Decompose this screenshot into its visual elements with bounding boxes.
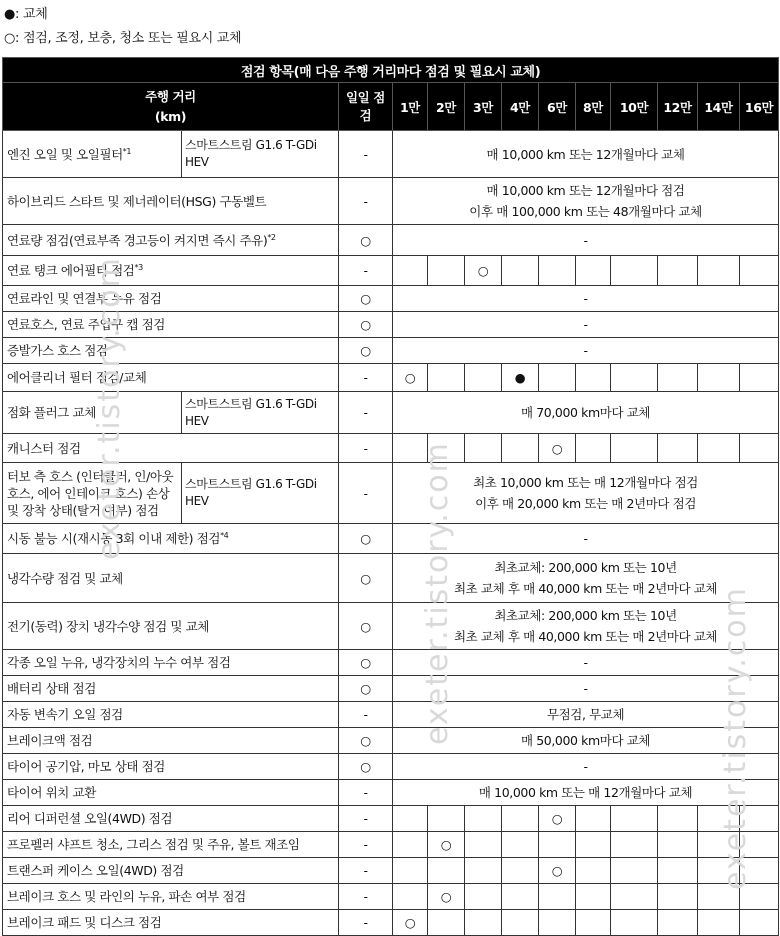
interval-cell — [465, 910, 502, 936]
interval-cell — [576, 858, 611, 884]
daily-check-cell: - — [339, 364, 393, 392]
interval-cell — [502, 832, 539, 858]
interval-cell — [740, 910, 779, 936]
table-row — [3, 702, 779, 728]
table-row — [3, 676, 779, 702]
item-label: 시동 불능 시(재시동 3회 이내 제한) 점검 — [7, 531, 221, 546]
daily-check-cell: ○ — [339, 286, 393, 312]
item-label: 브레이크액 점검 — [7, 733, 93, 748]
table-row — [3, 780, 779, 806]
legend-replace: ●: 교체 — [4, 7, 48, 22]
interval-header: 16만 — [740, 83, 779, 131]
interval-cell — [393, 256, 428, 286]
interval-cell — [658, 884, 698, 910]
item-label: 엔진 오일 및 오일필터 — [7, 146, 123, 162]
interval-header: 8만 — [576, 83, 611, 131]
interval-cell — [502, 806, 539, 832]
interval-cell — [658, 364, 698, 392]
footnote-mark: *1 — [122, 146, 132, 156]
table-row — [3, 338, 779, 364]
interval-note: - — [393, 650, 779, 676]
interval-cell — [611, 832, 658, 858]
interval-header: 12만 — [658, 83, 698, 131]
interval-cell — [393, 434, 428, 463]
interval-cell — [502, 884, 539, 910]
engine-cell: 스마트스트림 G1.6 T-GDi HEV — [182, 463, 339, 524]
interval-cell: ○ — [393, 910, 428, 936]
interval-cell — [465, 858, 502, 884]
interval-cell — [740, 256, 779, 286]
daily-check-cell: - — [339, 832, 393, 858]
interval-cell: ○ — [539, 806, 576, 832]
item-cell — [3, 338, 339, 364]
interval-cell — [539, 910, 576, 936]
interval-cell: ○ — [428, 884, 465, 910]
table-title: 점검 항목(매 다음 주행 거리마다 점검 및 필요시 교체) — [3, 58, 779, 83]
item-cell — [3, 312, 339, 338]
interval-cell — [539, 364, 576, 392]
item-cell — [3, 728, 339, 754]
interval-note: 매 50,000 km마다 교체 — [393, 728, 779, 754]
interval-cell — [465, 364, 502, 392]
interval-cell — [611, 364, 658, 392]
table-row — [3, 256, 779, 286]
interval-cell: ○ — [539, 434, 576, 463]
interval-cell — [611, 910, 658, 936]
interval-cell — [698, 910, 740, 936]
interval-note: - — [393, 338, 779, 364]
interval-note: - — [393, 524, 779, 554]
interval-cell — [539, 832, 576, 858]
table-row — [3, 806, 779, 832]
interval-note: 최초교체: 200,000 km 또는 10년 최초 교체 후 매 40,000 km 또는 매 2년마다 교체 — [393, 554, 779, 603]
item-label: 캐니스터 점검 — [7, 440, 81, 456]
item-cell — [3, 364, 339, 392]
interval-cell — [698, 884, 740, 910]
interval-cell — [740, 858, 779, 884]
item-cell — [3, 392, 182, 434]
interval-cell — [428, 364, 465, 392]
interval-cell — [428, 858, 465, 884]
interval-cell — [658, 806, 698, 832]
interval-header: 6만 — [539, 83, 576, 131]
interval-header: 10만 — [611, 83, 658, 131]
daily-check-cell: - — [339, 780, 393, 806]
interval-cell — [740, 364, 779, 392]
footnote-mark: *3 — [134, 263, 143, 272]
daily-check-cell: - — [339, 256, 393, 286]
interval-note: - — [393, 286, 779, 312]
item-label: 연료라인 및 연결부 누유 점검 — [7, 291, 162, 306]
interval-cell — [576, 806, 611, 832]
daily-check-cell: ○ — [339, 728, 393, 754]
interval-cell — [658, 858, 698, 884]
interval-cell — [465, 832, 502, 858]
table-row — [3, 884, 779, 910]
table-row — [3, 754, 779, 780]
interval-cell — [740, 806, 779, 832]
interval-cell — [428, 806, 465, 832]
interval-cell — [502, 910, 539, 936]
interval-cell — [658, 832, 698, 858]
table-row — [3, 603, 779, 650]
interval-cell — [428, 910, 465, 936]
daily-check-cell: - — [339, 131, 393, 178]
interval-cell — [539, 884, 576, 910]
item-cell — [3, 650, 339, 676]
interval-note: - — [393, 676, 779, 702]
item-label: 증발가스 호스 점검 — [7, 343, 108, 358]
interval-cell — [465, 806, 502, 832]
item-cell — [3, 832, 339, 858]
distance-header: 주행 거리 (km) — [3, 83, 339, 131]
table-row — [3, 832, 779, 858]
interval-note: 최초교체: 200,000 km 또는 10년 최초 교체 후 매 40,000 km 또는 매 2년마다 교체 — [393, 603, 779, 650]
table-row — [3, 434, 779, 463]
table-row — [3, 554, 779, 603]
daily-check-cell: - — [339, 392, 393, 434]
interval-cell — [539, 256, 576, 286]
table-row — [3, 910, 779, 936]
interval-cell — [698, 858, 740, 884]
daily-check-cell: ○ — [339, 225, 393, 256]
daily-check-header: 일일 점 검 — [339, 83, 393, 131]
item-label: 리어 디퍼런셜 오일(4WD) 점검 — [7, 811, 173, 826]
watermark: exeter.tistory.com — [92, 256, 127, 560]
interval-cell — [658, 910, 698, 936]
interval-cell — [611, 858, 658, 884]
interval-cell: ● — [502, 364, 539, 392]
item-label: 브레이크 패드 및 디스크 점검 — [7, 915, 162, 930]
interval-header: 1만 — [393, 83, 428, 131]
item-cell — [3, 463, 182, 524]
interval-cell — [740, 832, 779, 858]
interval-cell — [698, 434, 740, 463]
daily-check-cell: - — [339, 806, 393, 832]
item-label: 에어클리너 필터 점검/교체 — [7, 370, 147, 385]
interval-note: 매 10,000 km 또는 12개월마다 점검 이후 매 100,000 km 또는 48개월마다 교체 — [393, 178, 779, 225]
item-label: 연료량 점검(연료부족 경고등이 켜지면 즉시 주유) — [7, 232, 268, 248]
interval-note: 매 70,000 km마다 교체 — [393, 392, 779, 434]
interval-cell — [698, 364, 740, 392]
item-label: 타이어 위치 교환 — [7, 785, 96, 800]
item-label: 냉각수량 점검 및 교체 — [7, 570, 123, 586]
daily-check-cell: - — [339, 702, 393, 728]
item-label: 브레이크 호스 및 라인의 누유, 파손 여부 점검 — [7, 889, 246, 904]
interval-cell — [658, 256, 698, 286]
interval-cell — [502, 434, 539, 463]
interval-cell — [611, 806, 658, 832]
table-row — [3, 858, 779, 884]
watermark: exeter.tistory.com — [420, 441, 455, 745]
daily-check-cell: ○ — [339, 676, 393, 702]
item-cell — [3, 754, 339, 780]
interval-cell — [465, 434, 502, 463]
item-label: 점화 플러그 교체 — [7, 405, 96, 420]
daily-check-cell: ○ — [339, 650, 393, 676]
item-cell — [3, 676, 339, 702]
interval-note: - — [393, 225, 779, 256]
interval-note: - — [393, 312, 779, 338]
footnote-mark: *2 — [267, 232, 276, 242]
item-cell — [3, 131, 182, 178]
table-row — [3, 364, 779, 392]
interval-cell — [611, 434, 658, 463]
interval-cell — [393, 806, 428, 832]
item-label: 연료 탱크 에어필터 점검 — [7, 263, 135, 278]
interval-cell — [502, 858, 539, 884]
item-cell — [3, 603, 339, 650]
table-row — [3, 225, 779, 256]
interval-cell — [740, 884, 779, 910]
interval-cell — [658, 434, 698, 463]
item-cell — [3, 910, 339, 936]
table-row — [3, 524, 779, 554]
table-row — [3, 131, 779, 178]
watermark: exeter.tistory.com — [718, 586, 753, 890]
item-label: 터보 측 호스 (인터쿨러, 인/아웃 호스, 에어 인테이크 호스) 손상 및 장착 상태(탈거 여부) 점검 — [7, 468, 174, 518]
item-cell — [3, 702, 339, 728]
interval-cell — [428, 434, 465, 463]
interval-cell — [393, 858, 428, 884]
engine-cell: 스마트스트림 G1.6 T-GDi HEV — [182, 392, 339, 434]
item-label: 타이어 공기압, 마모 상태 점검 — [7, 759, 165, 774]
daily-check-cell: - — [339, 910, 393, 936]
item-label: 배터리 상태 점검 — [7, 681, 96, 696]
interval-cell — [576, 910, 611, 936]
daily-check-cell: - — [339, 178, 393, 225]
table-row — [3, 728, 779, 754]
interval-header: 2만 — [428, 83, 465, 131]
interval-cell — [611, 884, 658, 910]
table-row — [3, 392, 779, 434]
table-row — [3, 286, 779, 312]
interval-header: 14만 — [698, 83, 740, 131]
daily-check-cell: - — [339, 884, 393, 910]
daily-check-cell: ○ — [339, 524, 393, 554]
item-label: 자동 변속기 오일 점검 — [7, 707, 123, 722]
interval-note: 최초 10,000 km 또는 매 12개월마다 점검 이후 매 20,000 km 또는 매 2년마다 점검 — [393, 463, 779, 524]
interval-cell: ○ — [539, 858, 576, 884]
daily-check-cell: - — [339, 463, 393, 524]
item-cell — [3, 256, 339, 286]
interval-cell — [698, 806, 740, 832]
interval-cell: ○ — [428, 832, 465, 858]
interval-cell — [393, 884, 428, 910]
item-cell — [3, 225, 339, 256]
table-row — [3, 312, 779, 338]
interval-cell — [502, 256, 539, 286]
item-label: 전기(동력) 장치 냉각수양 점검 및 교체 — [7, 618, 209, 634]
interval-cell — [576, 884, 611, 910]
daily-check-cell: ○ — [339, 338, 393, 364]
item-label: 연료호스, 연료 주입구 캡 점검 — [7, 317, 165, 332]
daily-check-cell: - — [339, 434, 393, 463]
item-label: 트랜스퍼 케이스 오일(4WD) 점검 — [7, 863, 184, 878]
item-label: 하이브리드 스타트 및 제너레이터(HSG) 구동벨트 — [7, 193, 267, 209]
table-row — [3, 178, 779, 225]
daily-check-cell: - — [339, 858, 393, 884]
footnote-mark: *4 — [220, 531, 229, 540]
item-cell — [3, 780, 339, 806]
interval-note: - — [393, 754, 779, 780]
item-cell — [3, 286, 339, 312]
item-label: 프로펠러 샤프트 청소, 그리스 점검 및 주유, 볼트 재조임 — [7, 837, 300, 852]
daily-check-cell: ○ — [339, 754, 393, 780]
interval-header: 4만 — [502, 83, 539, 131]
engine-cell: 스마트스트림 G1.6 T-GDi HEV — [182, 131, 339, 178]
daily-check-cell: ○ — [339, 554, 393, 603]
interval-cell: ○ — [465, 256, 502, 286]
item-cell — [3, 434, 339, 463]
table-body — [3, 131, 779, 936]
item-label: 각종 오일 누유, 냉각장치의 누수 여부 점검 — [7, 655, 231, 670]
interval-note: 매 10,000 km 또는 12개월마다 교체 — [393, 131, 779, 178]
interval-cell — [698, 832, 740, 858]
interval-header: 3만 — [465, 83, 502, 131]
interval-cell — [428, 256, 465, 286]
daily-check-cell: ○ — [339, 312, 393, 338]
interval-cell — [740, 434, 779, 463]
interval-cell — [576, 256, 611, 286]
item-cell — [3, 554, 339, 603]
table-row — [3, 463, 779, 524]
item-cell — [3, 806, 339, 832]
interval-cell — [393, 832, 428, 858]
interval-cell: ○ — [393, 364, 428, 392]
interval-cell — [465, 884, 502, 910]
interval-cell — [576, 434, 611, 463]
interval-cell — [576, 832, 611, 858]
item-cell — [3, 858, 339, 884]
item-cell — [3, 524, 339, 554]
interval-cell — [576, 364, 611, 392]
item-cell — [3, 884, 339, 910]
daily-check-cell: ○ — [339, 603, 393, 650]
table-row — [3, 650, 779, 676]
item-cell — [3, 178, 339, 225]
interval-cell — [611, 256, 658, 286]
interval-note: 무점검, 무교체 — [393, 702, 779, 728]
maintenance-schedule-table — [2, 57, 779, 936]
interval-note: 매 10,000 km 또는 매 12개월마다 교체 — [393, 780, 779, 806]
legend-inspect: ○: 점검, 조정, 보충, 청소 또는 필요시 교체 — [4, 31, 242, 46]
interval-cell — [698, 256, 740, 286]
